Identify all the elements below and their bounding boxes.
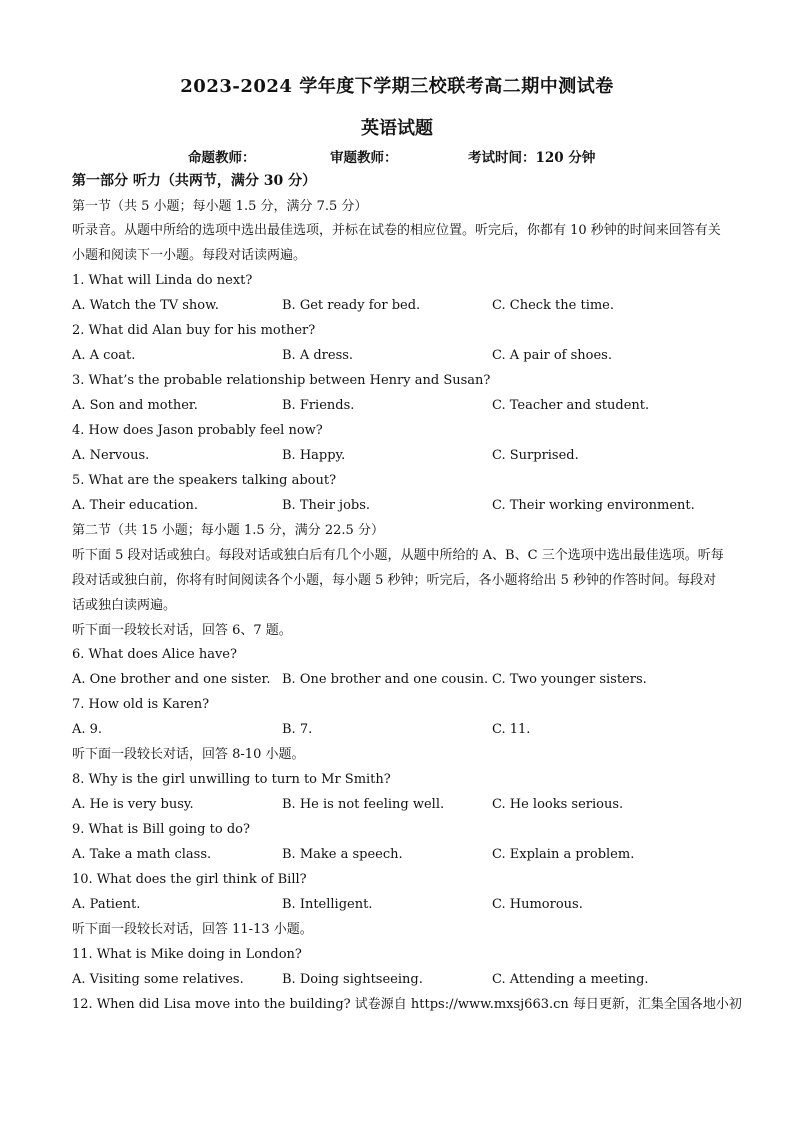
q2-option-a: A. A coat. [72,348,136,363]
q10-option-b: B. Intelligent. [282,897,373,912]
part1-heading: 第一部分 听力（共两节，满分 30 分） [72,173,317,189]
q7-option-a: A. 9. [72,722,103,737]
question-5: 5. What are the speakers talking about? [72,473,337,488]
q6-option-a: A. One brother and one sister. [72,672,271,687]
note-6-7: 听下面一段较长对话，回答 6、7 题。 [72,623,292,638]
q4-option-a: A. Nervous. [72,448,150,463]
q11-option-a: A. Visiting some relatives. [72,972,244,987]
question-9: 9. What is Bill going to do? [72,822,250,837]
section1-heading: 第一节（共 5 小题；每小题 1.5 分，满分 7.5 分） [72,199,368,214]
q11-option-b: B. Doing sightseeing. [282,972,423,987]
question-7: 7. How old is Karen? [72,697,210,712]
note-11-13: 听下面一段较长对话，回答 11-13 小题。 [72,922,313,937]
q2-option-c: C. A pair of shoes. [492,348,612,363]
question-4: 4. How does Jason probably feel now? [72,423,323,438]
question-12: 12. When did Lisa move into the building? 试卷源自 https://www.mxsj663.cn 每日更新，汇集全国各地小初 [72,997,742,1012]
question-10: 10. What does the girl think of Bill? [72,872,307,887]
section2-heading: 第二节（共 15 小题；每小题 1.5 分，满分 22.5 分） [72,523,384,538]
q8-option-a: A. He is very busy. [72,797,194,812]
q2-option-b: B. A dress. [282,348,354,363]
exam-title: 2023-2024 学年度下学期三校联考高二期中测试卷 [180,76,614,97]
q1-option-c: C. Check the time. [492,298,615,313]
q7-option-b: B. 7. [282,722,313,737]
exam-time-label: 考试时间：120 分钟 [468,150,596,166]
section2-instructions: 听下面 5 段对话或独白。每段对话或独白后有几个小题，从题中所给的 A、B、C 三个选项中选出最佳选项。听每段对话或独白前，你将有时间阅读各个小题，每小题 5 秒钟；听完后，各小题将给出 5 秒钟的作答时间。每段对话或独白读两遍。 [72,548,724,613]
q11-option-c: C. Attending a meeting. [492,972,649,987]
question-1: 1. What will Linda do next? [72,273,253,288]
question-3: 3. What’s the probable relationship between Henry and Susan? [72,373,491,388]
q5-option-c: C. Their working environment. [492,498,695,513]
q3-option-c: C. Teacher and student. [492,398,650,413]
q9-option-c: C. Explain a problem. [492,847,635,862]
section1-instructions: 听录音。从题中所给的选项中选出最佳选项，并标在试卷的相应位置。听完后，你都有 10 秒钟的时间来回答有关小题和阅读下一小题。每段对话读两遍。 [72,223,721,263]
q10-option-c: C. Humorous. [492,897,583,912]
q8-option-c: C. He looks serious. [492,797,624,812]
q1-option-b: B. Get ready for bed. [282,298,421,313]
q1-option-a: A. Watch the TV show. [72,298,219,313]
q4-option-c: C. Surprised. [492,448,579,463]
q6-option-b: B. One brother and one cousin. [282,672,489,687]
q4-option-b: B. Happy. [282,448,346,463]
q5-option-a: A. Their education. [72,498,199,513]
q5-option-b: B. Their jobs. [282,498,371,513]
author-label: 命题教师： [188,150,256,166]
q10-option-a: A. Patient. [72,897,141,912]
note-8-10: 听下面一段较长对话，回答 8-10 小题。 [72,747,305,762]
question-2: 2. What did Alan buy for his mother? [72,323,316,338]
reviewer-label: 审题教师： [330,150,398,166]
q3-option-b: B. Friends. [282,398,355,413]
question-6: 6. What does Alice have? [72,647,237,662]
q8-option-b: B. He is not feeling well. [282,797,445,812]
q9-option-a: A. Take a math class. [72,847,212,862]
q7-option-c: C. 11. [492,722,531,737]
exam-subtitle: 英语试题 [361,118,433,139]
q6-option-c: C. Two younger sisters. [492,672,647,687]
question-8: 8. Why is the girl unwilling to turn to Mr Smith? [72,772,391,787]
question-11: 11. What is Mike doing in London? [72,947,302,962]
q9-option-b: B. Make a speech. [282,847,403,862]
q3-option-a: A. Son and mother. [72,398,198,413]
